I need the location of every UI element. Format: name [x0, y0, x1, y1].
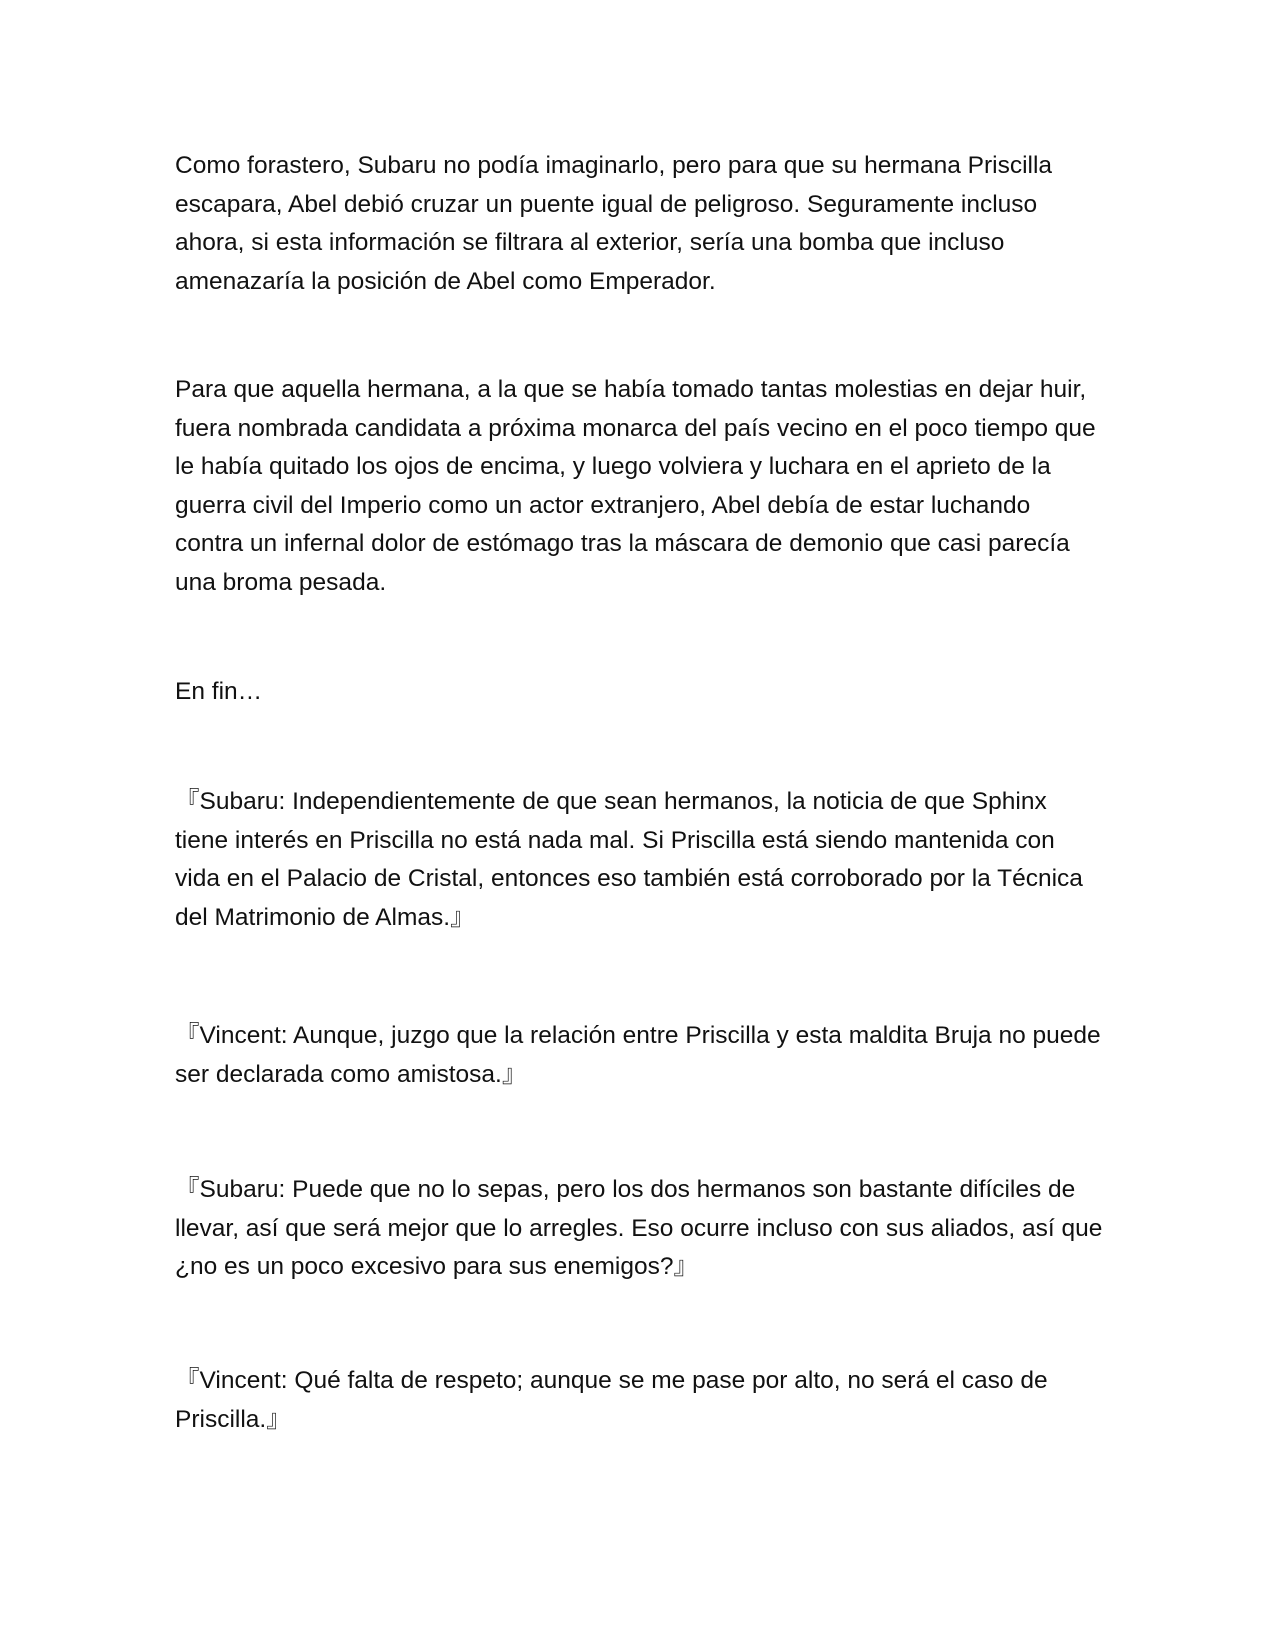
dialogue-vincent-2: 『Vincent: Qué falta de respeto; aunque se me pase por alto, no será el caso de Priscilla.』	[175, 1367, 1048, 1433]
dialogue-subaru-1: 『Subaru: Independientemente de que sean hermanos, la noticia de que Sphinx tiene interés en Priscilla no está nada mal. Si Priscilla está siendo mantenida con vida en el Palacio de Cristal, entonces eso también está corroborado por la Técnica del Matrimonio de Almas.』	[175, 788, 1083, 931]
dialogue-subaru-2: 『Subaru: Puede que no lo sepas, pero los dos hermanos son bastante difíciles de llevar, así que será mejor que lo arregles. Eso ocurre incluso con sus aliados, así que ¿no es un poco excesivo para sus enemigos?』	[175, 1176, 1103, 1280]
paragraph-narration-1: Como forastero, Subaru no podía imaginarlo, pero para que su hermana Priscilla escapara, Abel debió cruzar un puente igual de peligroso. Seguramente incluso ahora, si esta información se filtrara al exterior, sería una bomba que incluso amenazaría la posición de Abel como Emperador.	[175, 152, 1053, 295]
paragraph-narration-3: En fin…	[175, 678, 263, 705]
dialogue-vincent-1: 『Vincent: Aunque, juzgo que la relación entre Priscilla y esta maldita Bruja no puede ser declarada como amistosa.』	[175, 1022, 1101, 1088]
paragraph-narration-2: Para que aquella hermana, a la que se había tomado tantas molestias en dejar huir, fuera nombrada candidata a próxima monarca del país vecino en el poco tiempo que le había quitado los ojos de encima, y luego volviera y luchara en el aprieto de la guerra civil del Imperio como un actor extranjero, Abel debía de estar luchando contra un infernal dolor de estómago tras la máscara de demonio que casi parecía una broma pesada.	[175, 376, 1096, 596]
